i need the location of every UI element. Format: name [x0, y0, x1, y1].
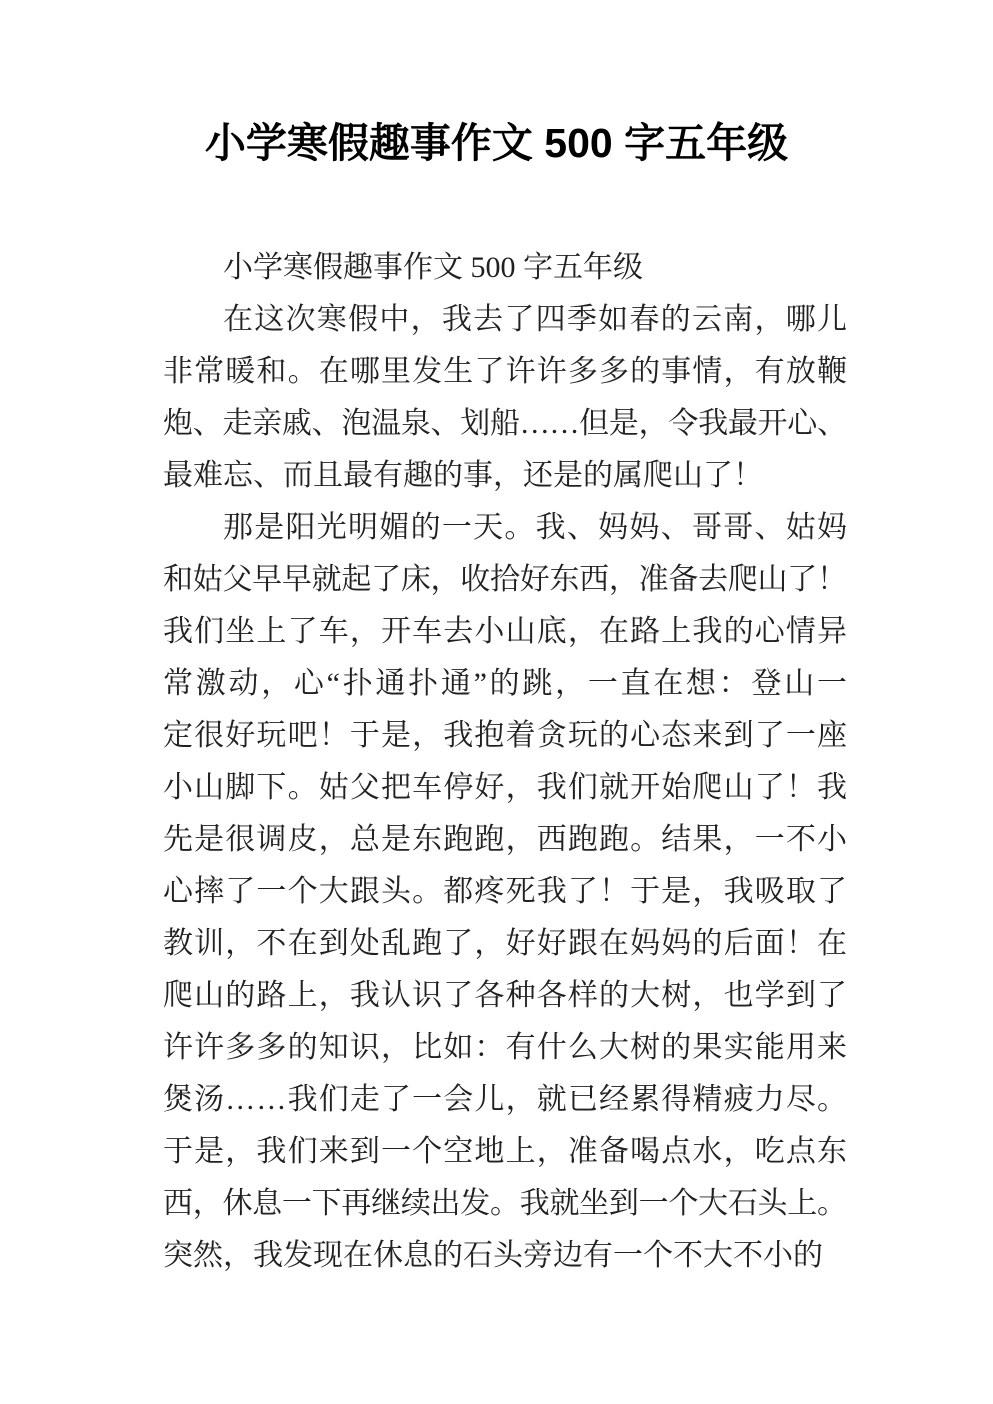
text-line — [163, 554, 847, 606]
document-title: 小学寒假趣事作文 500 字五年级 — [204, 120, 789, 166]
text-line — [163, 450, 847, 502]
text-line — [163, 1230, 847, 1282]
document-body — [163, 242, 850, 1282]
paragraph — [163, 294, 847, 502]
text-line — [163, 242, 847, 294]
text-line-content: 常激动，心“扑通扑通”的跳，一直在想：登山一 — [163, 667, 850, 700]
text-line-content: 最难忘、而且最有趣的事，还是的属爬山了！ — [163, 459, 763, 492]
text-line — [163, 710, 847, 762]
text-line — [163, 398, 847, 450]
paragraph — [163, 242, 847, 294]
text-line-content: 西，休息一下再继续出发。我就坐到一个大石头上。 — [163, 1187, 847, 1220]
text-line — [163, 606, 847, 658]
text-line — [163, 1126, 847, 1178]
text-line — [163, 502, 847, 554]
text-line — [163, 1178, 847, 1230]
text-line-content: 突然，我发现在休息的石头旁边有一个不大不小的 — [163, 1239, 823, 1272]
text-line-content: 那是阳光明媚的一天。我、妈妈、哥哥、姑妈 — [223, 511, 849, 544]
text-line-content: 小学寒假趣事作文 500 字五年级 — [223, 251, 643, 284]
paragraph — [163, 502, 850, 1282]
text-line-content: 心摔了一个大跟头。都疼死我了！于是，我吸取了 — [163, 875, 849, 908]
text-line-content: 我们坐上了车，开车去小山底，在路上我的心情异 — [163, 615, 849, 648]
text-line-content: 在这次寒假中，我去了四季如春的云南，哪儿 — [223, 303, 849, 336]
text-line-content: 煲汤……我们走了一会儿，就已经累得精疲力尽。 — [163, 1083, 849, 1116]
text-line — [163, 346, 847, 398]
text-line-content: 定很好玩吧！于是，我抱着贪玩的心态来到了一座 — [163, 719, 849, 752]
text-line — [163, 866, 847, 918]
text-line — [163, 814, 847, 866]
text-line-content: 爬山的路上，我认识了各种各样的大树，也学到了 — [163, 979, 849, 1012]
text-line — [163, 970, 847, 1022]
text-line-content: 和姑父早早就起了床，收拾好东西，准备去爬山了！ — [163, 563, 847, 596]
text-line-content: 炮、走亲戚、泡温泉、划船……但是，令我最开心、 — [163, 407, 847, 440]
text-line-content: 教训，不在到处乱跑了，好好跟在妈妈的后面！在 — [163, 927, 849, 960]
text-line-content: 于是，我们来到一个空地上，准备喝点水，吃点东 — [163, 1135, 849, 1168]
text-line-content: 非常暖和。在哪里发生了许许多多的事情，有放鞭 — [163, 355, 849, 388]
text-line-content: 小山脚下。姑父把车停好，我们就开始爬山了！我 — [163, 771, 849, 804]
text-line — [163, 762, 847, 814]
text-line — [163, 294, 847, 346]
text-line — [163, 1074, 847, 1126]
text-line — [163, 1022, 847, 1074]
text-line — [163, 918, 847, 970]
text-line — [163, 658, 850, 710]
text-line-content: 许许多多的知识，比如：有什么大树的果实能用来 — [163, 1031, 849, 1064]
text-line-content: 先是很调皮，总是东跑跑，西跑跑。结果，一不小 — [163, 823, 849, 856]
